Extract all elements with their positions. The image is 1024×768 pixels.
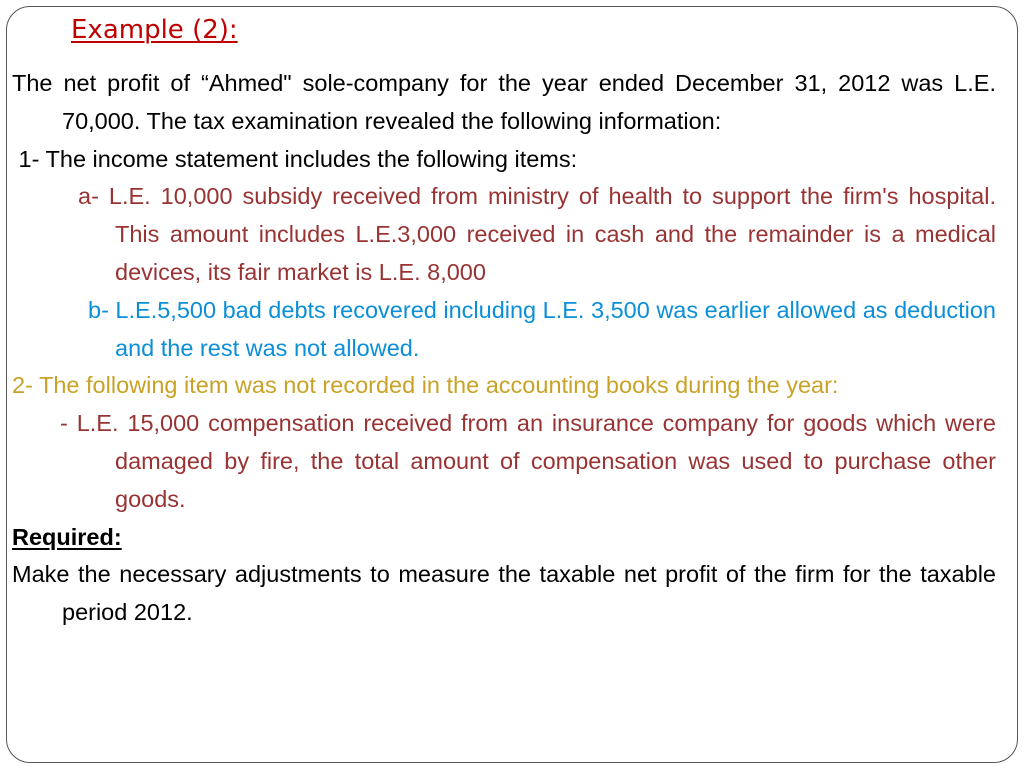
item-1b: b- L.E.5,500 bad debts recovered including L.E. 3,500 was earlier allowed as deduction and the rest was not allowed. — [88, 296, 996, 361]
slide-title: Example (2): — [71, 15, 238, 45]
required-heading — [12, 519, 996, 557]
required-text: Make the necessary adjustments to measure the taxable net profit of the firm for the taxable period 2012. — [12, 561, 996, 626]
item-2: 2- The following item was not recorded in the accounting books during the year: — [12, 372, 839, 399]
intro-paragraph: The net profit of “Ahmed" sole-company for the year ended December 31, 2012 was L.E. 70,000. The tax examination revealed the following information: — [12, 70, 996, 134]
item-2-dash: - L.E. 15,000 compensation received from an insurance company for goods which were damaged by fire, the total amount of compensation was used to purchase other goods. — [60, 410, 996, 512]
slide-body — [12, 65, 996, 632]
required-label: Required: — [12, 523, 122, 550]
item-1a: a- L.E. 10,000 subsidy received from ministry of health to support the firm's hospital. This amount includes L.E.3,000 received in cash and the remainder is a medical devices, its fair market is L.E. 8,000 — [78, 183, 996, 285]
item-1: 1- The income statement includes the following items: — [12, 145, 578, 172]
